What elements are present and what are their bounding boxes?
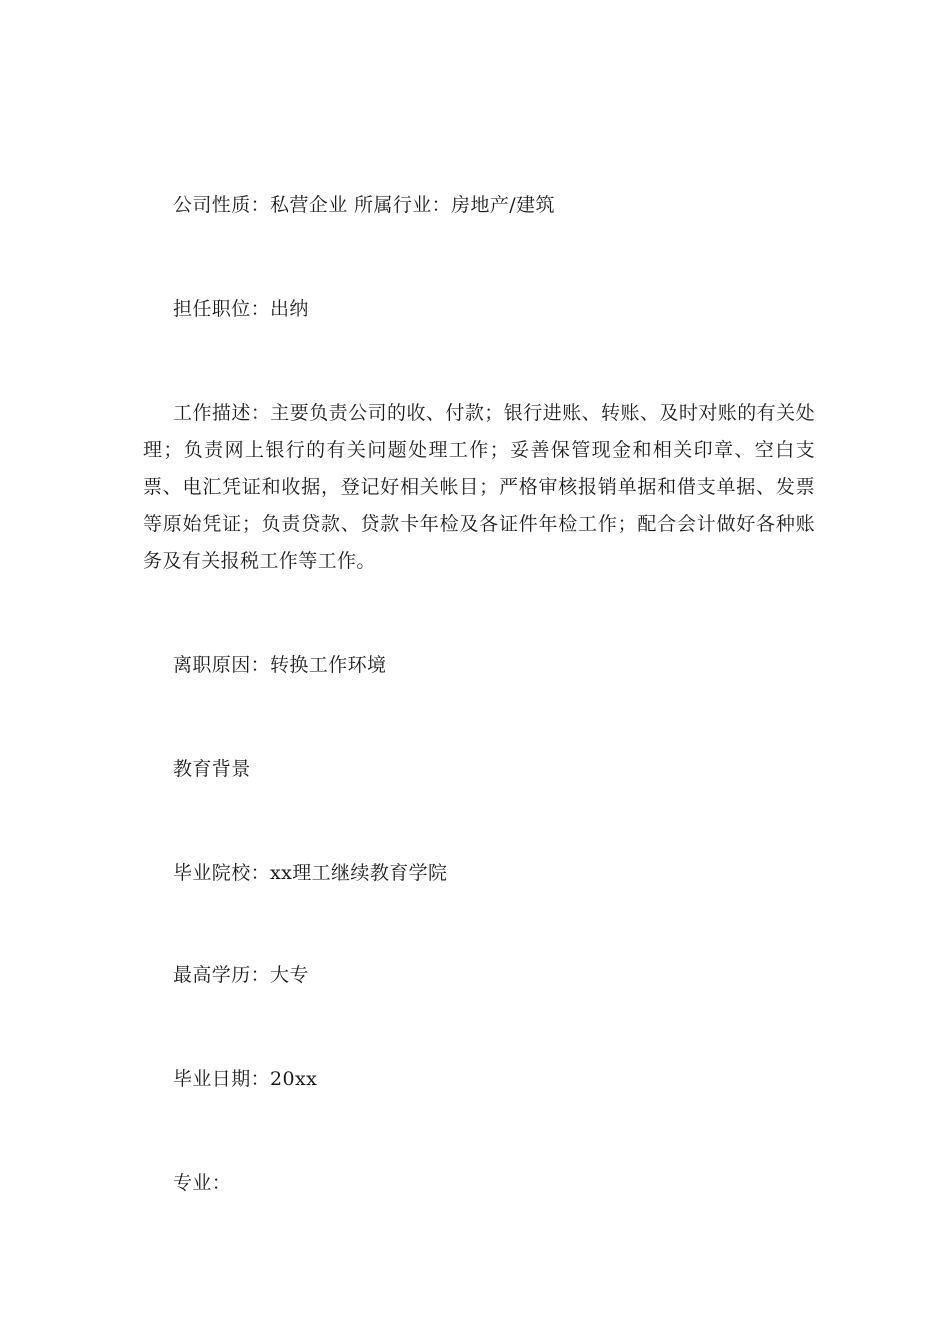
company-info-line: 公司性质：私营企业 所属行业：房地产/建筑 [173, 194, 555, 216]
graduation-date-line: 毕业日期：20xx [173, 1068, 318, 1090]
major-line: 专业： [173, 1172, 232, 1194]
school-line: 毕业院校：xx理工继续教育学院 [173, 862, 448, 884]
degree-line: 最高学历：大专 [173, 964, 309, 986]
job-description-paragraph: 工作描述：主要负责公司的收、付款；银行进账、转账、及时对账的有关处理；负责网上银行的有关问题处理工作；妥善保管现金和相关印章、空白支票、电汇凭证和收据，登记好相关帐目；严格审核报销单据和借支单据、发票等原始凭证；负责贷款、贷款卡年检及各证件年检工作；配合会计做好各种账务及有关报税工作等工作。 [143, 402, 815, 572]
leaving-reason-line: 离职原因：转换工作环境 [173, 654, 387, 676]
position-line: 担任职位：出纳 [173, 298, 309, 320]
education-heading: 教育背景 [173, 758, 251, 780]
